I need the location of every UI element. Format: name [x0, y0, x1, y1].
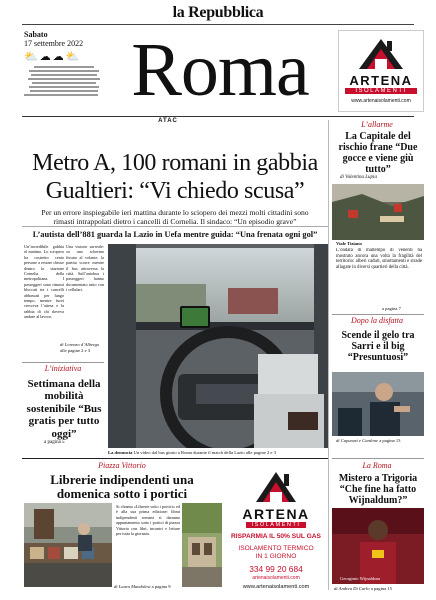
right-photo3-caption: Georginio Wijnaldum — [340, 576, 381, 581]
house-logo-icon — [226, 466, 326, 506]
ad-block-brand: ARTENA — [242, 506, 310, 522]
bus-dashboard-illustration — [108, 244, 328, 448]
right-page-ref-1: a pagina 7 — [382, 306, 401, 311]
section-label-allarme: L’allarme — [361, 120, 393, 129]
left-headline: Settimana della mobilità sostenibile “Bus gratis per tutto oggi” — [26, 378, 102, 440]
ad-brand: ARTENA — [349, 73, 413, 88]
brand-name: la Repubblica — [172, 4, 264, 21]
artena-ad[interactable] — [226, 462, 326, 592]
photo-credit: alle pagine 2 e 3 — [245, 450, 276, 455]
main-headline-1: Metro A, 100 romani in gabbia — [32, 150, 318, 176]
main-body-left: Un’incredibile gabbia al mattino. Lo sciopero ha costretto cento persone a restare chiuse dentro la stazione Cornelia della metropolitana. I passeggeri sono rimasti bloccati tra i cancelli abbassati per lungo tempo, mentre fuori cresceva l’attesa e la rabbia di chi doveva andare al lavoro. — [24, 244, 64, 320]
bottom-left-headline: Librerie indipendenti una domenica sotto i portici — [50, 472, 194, 501]
date-box — [24, 30, 104, 98]
main-headline-2: Gualtieri: “Vi chiedo scusa” — [45, 178, 305, 204]
right-headline-2: Scende il gelo tra Sarri e il big “Presuntuosi” — [341, 330, 415, 363]
day-label: Sabato — [24, 30, 48, 39]
photo-caption-label: La denuncia — [108, 450, 133, 455]
right-author-2: di Capuozzi e Cardone — [336, 438, 379, 443]
main-body-right: Una visione surreale: su uno schermo fissato al volante, la partita scorre mentre il bus attraversa la città. Sull’autobus i passeggeri hanno documentato tutto con i cellulari. — [66, 244, 104, 293]
wijnaldum-photo — [332, 508, 424, 584]
ad-block-line2: ISOLAMENTO TERMICO — [238, 545, 314, 552]
ad-block-sub: ISOLAMENTI — [246, 522, 306, 528]
page-ref: alle pagine 2 e 3 — [60, 348, 91, 353]
right-body-1: L’ondata di maltempo di venerdì ha mostrato ancora una volta la fragilità del territorio: alberi caduti, smottamenti e strade allagate in diversi quartieri della città. — [336, 248, 422, 270]
right-page-ref-3: a pagina 15 — [370, 586, 392, 591]
main-standfirst: Per un errore inspiegabile ieri mattina durante lo sciopero dei mezzi molti cittadini sono rimasti intrappolati dietro i cancelli di Cornelia. Il sindaco: “Un episodio grave” — [41, 208, 309, 226]
right-headline-3: Mistero a Trigoria “Che fine ha fatto Wijnaldum?” — [338, 473, 418, 506]
section-label-disfatta: Dopo la disfatta — [350, 316, 403, 325]
landslide-photo — [332, 184, 424, 240]
right-headline-1: La Capitale del rischio frane “Due gocce e viene giù tutto” — [338, 131, 418, 175]
right-photo-label: Viale Tiziano — [336, 241, 362, 246]
right-byline-2 — [336, 438, 424, 443]
right-author-3: di Andrea Di Carlo — [334, 586, 370, 591]
bottom-left-author: di Laura Mandolesi — [114, 584, 151, 589]
masthead-ad[interactable] — [338, 30, 424, 112]
bottom-left-byline — [114, 584, 224, 589]
ad-block-email: artenaisolamenti.com — [252, 575, 300, 581]
right-page-ref-2: a pagina 13 — [379, 438, 401, 443]
section-label-piazza-vittorio: Piazza Vittorio — [98, 461, 146, 470]
photo-caption-text: Un video dal bus girato a Roma durante il match della Lazio — [133, 450, 245, 455]
weather-icon: ⛅☁☁⛅ — [24, 51, 82, 63]
bookstall-photo — [24, 503, 112, 587]
left-page-ref: a pagina 5 — [44, 440, 65, 445]
ad-sub: ISOLAMENTI — [345, 88, 417, 94]
photo-caption — [108, 450, 328, 455]
main-photo-bus-dashboard — [108, 244, 328, 448]
page-title: Roma — [131, 28, 309, 112]
ad-block-phone: 334 99 20 684 — [249, 564, 303, 574]
author-byline: di Lorenzo d’Albergo — [60, 342, 100, 347]
right-byline-3 — [334, 586, 426, 591]
section-label-roma: La Roma — [362, 461, 392, 470]
sarri-photo — [332, 372, 424, 436]
ad-block-line1: RISPARMIA IL 50% SUL GAS — [231, 533, 321, 540]
ad-block-url: www.artenaisolamenti.com — [242, 584, 310, 590]
bottom-left-body: Si chiama «Librerie sotto i portici» ed è alla sua prima edizione: librai indipendenti romani si daranno appuntamento sotto i portici di piazza Vittorio con libri, incontri e letture per tutta la giornata. — [116, 504, 180, 537]
section-label-atac: ATAC — [158, 118, 178, 124]
right-author-1: di Valentina Lupia — [340, 175, 377, 180]
bottom-left-page-ref: a pagina 9 — [151, 584, 171, 589]
portico-photo — [182, 503, 222, 587]
ad-url: www.artenaisolamenti.com — [351, 98, 411, 104]
date-label: 17 settembre 2022 — [24, 39, 84, 48]
masthead-small-print — [24, 66, 104, 96]
ad-block-line3: IN 1 GIORNO — [255, 553, 297, 560]
main-subhead: L’autista dell’881 guarda la Lazio in Uefa mentre guida: “Una frenata ogni gol” — [32, 230, 318, 239]
house-logo-icon — [339, 33, 423, 73]
section-label-iniziativa: L’iniziativa — [44, 364, 82, 373]
